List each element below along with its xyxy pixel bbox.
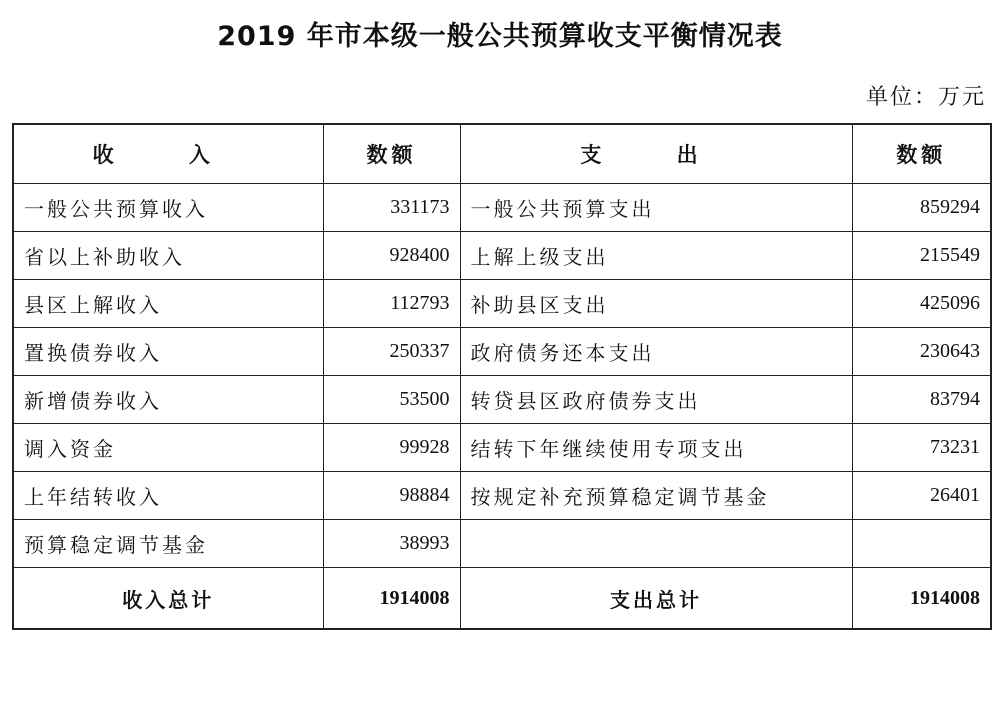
expense-item: 补助县区支出 bbox=[460, 280, 852, 328]
expense-amount: 83794 bbox=[852, 376, 991, 424]
table-row bbox=[13, 184, 991, 232]
income-total-label: 收入总计 bbox=[13, 568, 323, 630]
income-item: 一般公共预算收入 bbox=[13, 184, 323, 232]
income-item: 新增债券收入 bbox=[13, 376, 323, 424]
income-item: 省以上补助收入 bbox=[13, 232, 323, 280]
expense-item bbox=[460, 520, 852, 568]
income-item: 预算稳定调节基金 bbox=[13, 520, 323, 568]
expense-amount: 859294 bbox=[852, 184, 991, 232]
income-item: 上年结转收入 bbox=[13, 472, 323, 520]
expense-amount: 73231 bbox=[852, 424, 991, 472]
page-title: 2019 年市本级一般公共预算收支平衡情况表 bbox=[217, 21, 783, 52]
table-row bbox=[13, 520, 991, 568]
income-amount: 38993 bbox=[323, 520, 460, 568]
expense-item: 上解上级支出 bbox=[460, 232, 852, 280]
expense-column-header: 支 出 bbox=[460, 124, 852, 184]
expense-amount: 215549 bbox=[852, 232, 991, 280]
expense-total-label: 支出总计 bbox=[460, 568, 852, 630]
header-row bbox=[13, 124, 991, 184]
income-item: 调入资金 bbox=[13, 424, 323, 472]
income-amount: 99928 bbox=[323, 424, 460, 472]
income-item: 置换债券收入 bbox=[13, 328, 323, 376]
income-amount-column-header: 数额 bbox=[323, 124, 460, 184]
expense-total-amount: 1914008 bbox=[852, 568, 991, 630]
expense-amount: 425096 bbox=[852, 280, 991, 328]
income-amount: 928400 bbox=[323, 232, 460, 280]
income-amount: 53500 bbox=[323, 376, 460, 424]
table-row bbox=[13, 376, 991, 424]
income-amount: 98884 bbox=[323, 472, 460, 520]
expense-amount: 26401 bbox=[852, 472, 991, 520]
expense-amount-column-header: 数额 bbox=[852, 124, 991, 184]
table-row bbox=[13, 328, 991, 376]
income-total-amount: 1914008 bbox=[323, 568, 460, 630]
table-row bbox=[13, 280, 991, 328]
table-row bbox=[13, 232, 991, 280]
expense-item: 政府债务还本支出 bbox=[460, 328, 852, 376]
total-row bbox=[13, 568, 991, 630]
table-row bbox=[13, 472, 991, 520]
income-column-header: 收 入 bbox=[13, 124, 323, 184]
income-item: 县区上解收入 bbox=[13, 280, 323, 328]
table-body bbox=[13, 184, 991, 630]
income-amount: 331173 bbox=[323, 184, 460, 232]
expense-item: 转贷县区政府债券支出 bbox=[460, 376, 852, 424]
income-amount: 112793 bbox=[323, 280, 460, 328]
expense-item: 一般公共预算支出 bbox=[460, 184, 852, 232]
expense-amount: 230643 bbox=[852, 328, 991, 376]
expense-amount bbox=[852, 520, 991, 568]
expense-item: 结转下年继续使用专项支出 bbox=[460, 424, 852, 472]
unit-label: 单位：万元 bbox=[865, 85, 986, 110]
budget-balance-table bbox=[12, 123, 992, 630]
income-amount: 250337 bbox=[323, 328, 460, 376]
expense-item: 按规定补充预算稳定调节基金 bbox=[460, 472, 852, 520]
table-row bbox=[13, 424, 991, 472]
